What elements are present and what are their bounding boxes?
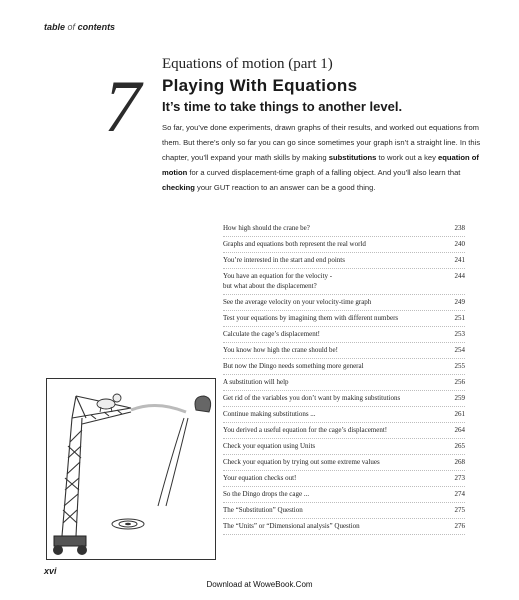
toc-entry	[223, 489, 465, 503]
toc-entry-title: How high should the crane be?	[223, 224, 310, 232]
intro-text-2: to work out a key	[376, 153, 439, 162]
intro-bold-substitutions: substitutions	[328, 153, 377, 162]
toc-entry-title: You derived a useful equation for the cage’s displacement!	[223, 425, 388, 434]
toc-entry	[223, 457, 465, 471]
toc-entry-title: The “Units” or “Dimensional analysis” Question	[223, 521, 360, 530]
toc-entry-page: 264	[454, 425, 465, 434]
toc-entry	[223, 377, 465, 391]
toc-entry	[223, 329, 465, 343]
intro-paragraph	[162, 120, 488, 195]
footer-download-note: Download at WoweBook.Com	[206, 580, 313, 589]
toc-entry-page: 238	[454, 224, 465, 232]
intro-bold-equation-of-motion: equation of motion	[162, 153, 479, 177]
toc-entry-title: Get rid of the variables you don’t want by making substitutions	[223, 393, 401, 402]
toc-entry-title: Test your equations by imagining them with different numbers	[223, 313, 399, 322]
page-number: xvi	[44, 566, 57, 576]
section-header	[44, 22, 115, 32]
toc-entry-page: 273	[454, 473, 465, 482]
toc-entry-title: But now the Dingo needs something more general	[223, 361, 364, 370]
toc-entry	[223, 505, 465, 519]
toc-entry-page: 259	[454, 393, 465, 402]
toc-entry-page: 276	[454, 521, 465, 530]
toc-entry-title: A substitution will help	[223, 377, 289, 386]
header-word-contents: contents	[77, 22, 116, 32]
toc-entry	[223, 297, 465, 311]
toc-entry-title: You’re interested in the start and end points	[223, 255, 345, 264]
toc-entry	[223, 255, 465, 269]
toc-entry-title: You know how high the crane should be!	[223, 345, 338, 354]
toc-entry	[223, 345, 465, 359]
toc-entry-page: 265	[454, 441, 465, 450]
toc-entry	[223, 271, 465, 295]
chapter-number: 7	[104, 66, 141, 148]
toc-entry-page: 268	[454, 457, 465, 466]
toc-entry-page: 240	[454, 239, 465, 248]
intro-text-4: your GUT reaction to an answer can be a good thing.	[194, 183, 376, 192]
toc-entry-title: Your equation checks out!	[223, 473, 297, 482]
toc-entry	[223, 425, 465, 439]
toc-entry-page: 256	[454, 377, 465, 386]
falling-cage	[195, 396, 211, 412]
toc-entry	[223, 409, 465, 423]
toc-entry-page: 241	[454, 255, 465, 264]
toc-entry	[223, 441, 465, 455]
header-word-table: table	[44, 22, 66, 32]
intro-text-1: So far, you’ve done experiments, drawn graphs of their results, and worked out equations from them. But there’s only so far you can go since sometimes your graph isn’t a straight line. In this chapter, you’ll expand your math skills by making	[162, 123, 481, 162]
toc-entry	[223, 393, 465, 407]
header-word-of: of	[67, 22, 76, 32]
toc-entry-page: 261	[454, 409, 465, 418]
crane-illustration	[46, 378, 216, 560]
toc-entry-page: 249	[454, 297, 465, 306]
toc-entry	[223, 361, 465, 375]
toc-entry-title: Calculate the cage’s displacement!	[223, 329, 320, 338]
chapter-subtitle: Equations of motion (part 1)	[162, 56, 333, 72]
intro-text-3: for a curved displacement-time graph of a falling object. And you’ll also learn that	[187, 168, 461, 177]
crane-drawing	[46, 378, 216, 560]
toc-entry	[223, 223, 465, 237]
toc-entry	[223, 521, 465, 535]
toc-entry-title: See the average velocity on your velocity-time graph	[223, 297, 372, 306]
toc-entry	[223, 313, 465, 327]
toc-entry-page: 253	[454, 329, 465, 338]
toc-entry-page: 254	[454, 345, 465, 354]
toc-entry-page: 275	[454, 505, 465, 514]
toc-entry	[223, 473, 465, 487]
toc-entry-title: The “Substitution” Question	[223, 505, 303, 514]
toc-entry-title: Graphs and equations both represent the real world	[223, 239, 366, 248]
toc-entry-title: Check your equation by trying out some extreme values	[223, 457, 380, 466]
toc-entry-page: 244	[454, 271, 465, 280]
intro-bold-checking: checking	[162, 183, 195, 192]
toc-entry-page: 274	[454, 489, 465, 498]
toc-entry-title: So the Dingo drops the cage ...	[223, 489, 310, 498]
toc-entry-title: Continue making substitutions ...	[223, 409, 316, 418]
chapter-lead: It’s time to take things to another level.	[162, 99, 403, 114]
toc-entry-title: You have an equation for the velocity - but what about the displacement?	[223, 271, 333, 290]
toc-entry-title: Check your equation using Units	[223, 441, 316, 450]
toc-list	[223, 223, 465, 537]
toc-entry-page: 255	[454, 361, 465, 370]
toc-entry	[223, 239, 465, 253]
toc-entry-page: 251	[454, 313, 465, 322]
chapter-title: Playing With Equations	[162, 76, 358, 95]
